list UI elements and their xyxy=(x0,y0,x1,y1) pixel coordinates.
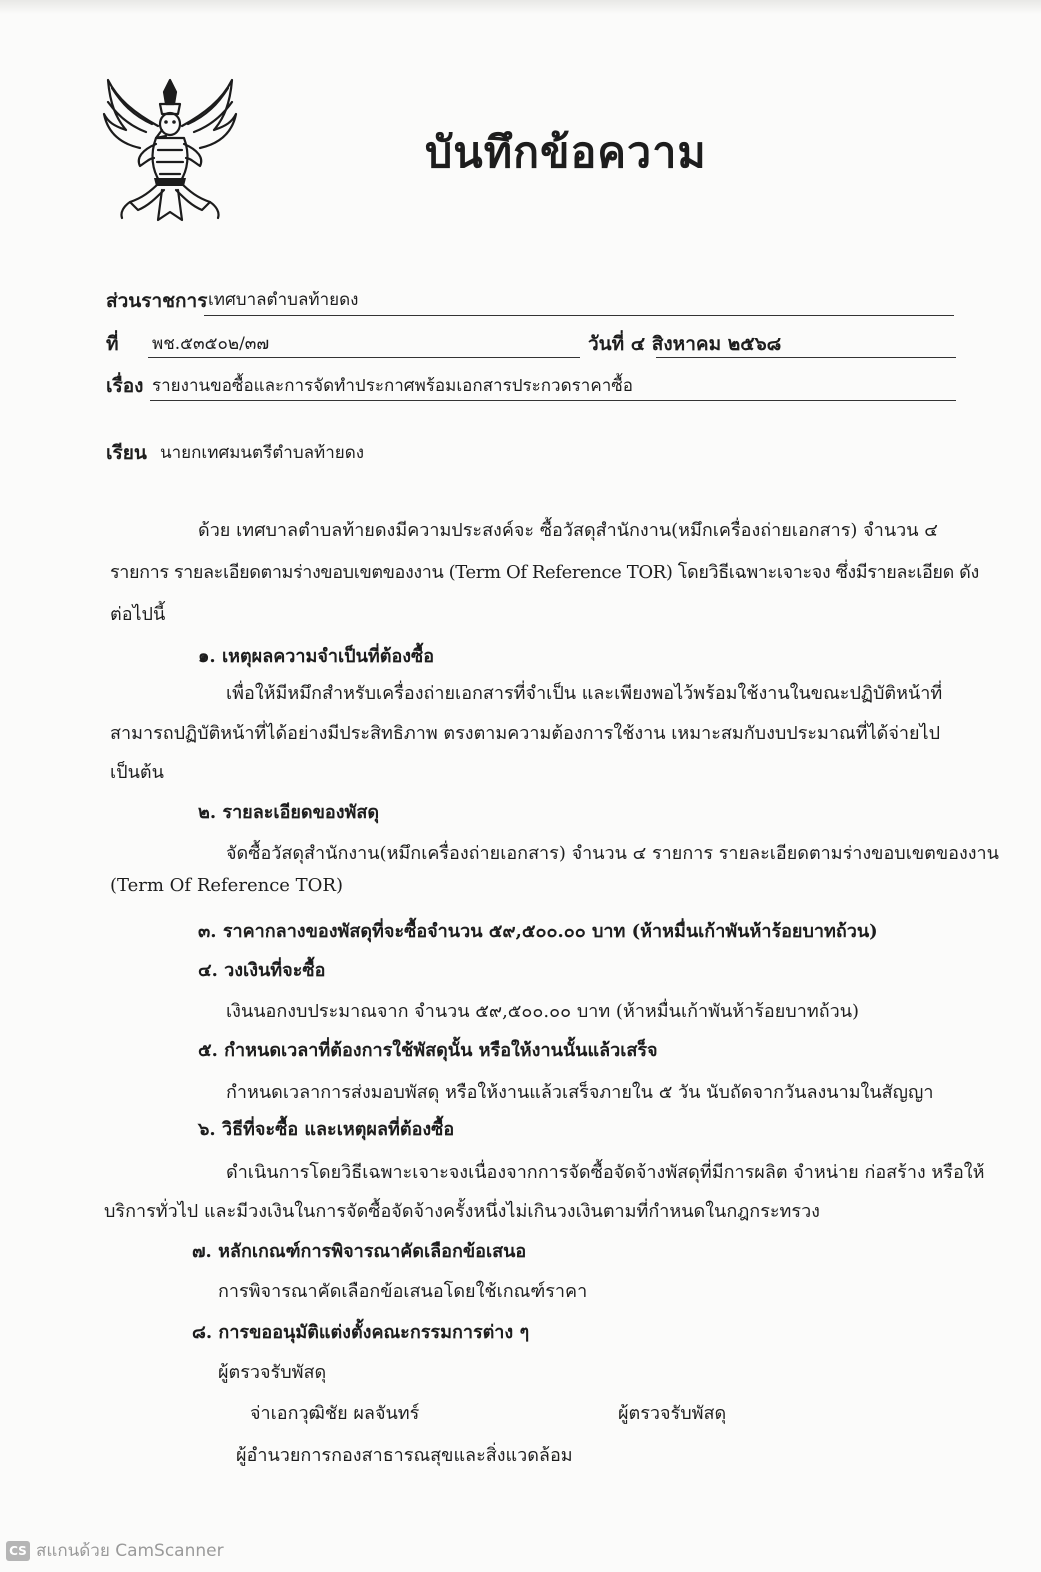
section-6-line-2: บริการทั่วไป และมีวงเงินในการจัดซื้อจัดจ้างครั้งหนึ่งไม่เกินวงเงินตามที่กำหนดในกฎกระทรวง xyxy=(104,1201,820,1222)
section-1-line-1: เพื่อให้มีหมึกสำหรับเครื่องถ่ายเอกสารที่จำเป็น และเพียงพอไว้พร้อมใช้งานในขณะปฏิบัติหน้าที่ xyxy=(226,683,943,704)
section-5-line-1: กำหนดเวลาการส่งมอบพัสดุ หรือให้งานแล้วเสร็จภายใน ๕ วัน นับถัดจากวันลงนามในสัญญา xyxy=(226,1082,934,1103)
section-4-line-1: เงินนอกงบประมาณจาก จำนวน ๕๙,๕๐๐.๐๐ บาท (ห้าหมื่นเก้าพันห้าร้อยบาทถ้วน) xyxy=(226,1001,860,1022)
section-1-line-2: สามารถปฏิบัติหน้าที่ได้อย่างมีประสิทธิภาพ ตรงตามความต้องการใช้งาน เหมาะสมกับงบประมาณที่ได้จ่ายไป xyxy=(110,723,941,744)
section-1-heading: ๑. เหตุผลความจำเป็นที่ต้องซื้อ xyxy=(198,646,435,667)
section-7-line-1: การพิจารณาคัดเลือกข้อเสนอโดยใช้เกณฑ์ราคา xyxy=(218,1281,588,1302)
camscanner-watermark xyxy=(6,1537,224,1564)
committee-member-position: ผู้อำนวยการกองสาธารณสุขและสิ่งแวดล้อม xyxy=(236,1445,573,1466)
doc-date: วันที่ ๔ สิงหาคม ๒๕๖๘ xyxy=(588,333,782,355)
camscanner-logo-icon: CS xyxy=(6,1541,30,1561)
section-7-heading: ๗. หลักเกณฑ์การพิจารณาคัดเลือกข้อเสนอ xyxy=(192,1241,527,1262)
garuda-emblem-icon xyxy=(100,74,240,226)
section-6-heading: ๖. วิธีที่จะซื้อ และเหตุผลที่ต้องซื้อ xyxy=(198,1119,455,1140)
memo-title: บันทึกข้อความ xyxy=(425,128,707,178)
subject-label: เรื่อง xyxy=(106,375,144,397)
camscanner-text: สแกนด้วย CamScanner xyxy=(36,1541,224,1561)
section-5-heading: ๕. กำหนดเวลาที่ต้องการใช้พัสดุนั้น หรือให้งานนั้นแล้วเสร็จ xyxy=(198,1040,658,1061)
section-3-heading: ๓. ราคากลางของพัสดุที่จะซื้อจำนวน ๕๙,๕๐๐.๐๐ บาท (ห้าหมื่นเก้าพันห้าร้อยบาทถ้วน) xyxy=(198,921,878,942)
intro-line-1: ด้วย เทศบาลตำบลท้ายดงมีความประสงค์จะ ซื้อวัสดุสำนักงาน(หมึกเครื่องถ่ายเอกสาร) จำนวน ๔ xyxy=(198,520,938,541)
intro-line-2: รายการ รายละเอียดตามร่างขอบเขตของงาน (Term Of Reference TOR) โดยวิธีเฉพาะเจาะจง ซึ่งมีรายละเอียด ดัง xyxy=(110,562,979,583)
date-underline xyxy=(656,357,956,358)
section-2-line-2: (Term Of Reference TOR) xyxy=(110,875,343,896)
section-8-heading: ๘. การขออนุมัติแต่งตั้งคณะกรรมการต่าง ๆ xyxy=(192,1322,530,1343)
doc-no-label: ที่ xyxy=(106,333,119,355)
section-2-heading: ๒. รายละเอียดของพัสดุ xyxy=(198,802,380,823)
section-8-committee-label: ผู้ตรวจรับพัสดุ xyxy=(218,1362,327,1383)
to-value: นายกเทศมนตรีตำบลท้ายดง xyxy=(160,443,365,463)
section-1-line-3: เป็นต้น xyxy=(110,762,164,783)
doc-no-underline xyxy=(148,357,580,358)
dept-value: เทศบาลตำบลท้ายดง xyxy=(208,290,359,310)
subject-value: รายงานขอซื้อและการจัดทำประกาศพร้อมเอกสารประกวดราคาซื้อ xyxy=(152,376,633,396)
to-label: เรียน xyxy=(106,442,147,464)
committee-member-name: จ่าเอกวุฒิชัย ผลจันทร์ xyxy=(250,1403,420,1424)
intro-line-3: ต่อไปนี้ xyxy=(110,604,166,625)
subject-underline xyxy=(150,400,956,401)
doc-no-value: พช.๕๓๕๐๒/๓๗ xyxy=(152,334,270,354)
dept-underline xyxy=(204,315,954,316)
section-6-line-1: ดำเนินการโดยวิธีเฉพาะเจาะจงเนื่องจากการจัดซื้อจัดจ้างพัสดุที่มีการผลิต จำหน่าย ก่อสร้าง หรือให้ xyxy=(226,1162,985,1183)
section-2-line-1: จัดซื้อวัสดุสำนักงาน(หมึกเครื่องถ่ายเอกสาร) จำนวน ๔ รายการ รายละเอียดตามร่างขอบเขตของงาน xyxy=(226,843,999,864)
section-4-heading: ๔. วงเงินที่จะซื้อ xyxy=(198,960,326,981)
dept-label: ส่วนราชการ xyxy=(106,290,208,312)
committee-member-role: ผู้ตรวจรับพัสดุ xyxy=(618,1403,727,1424)
scan-edge xyxy=(0,0,1041,14)
